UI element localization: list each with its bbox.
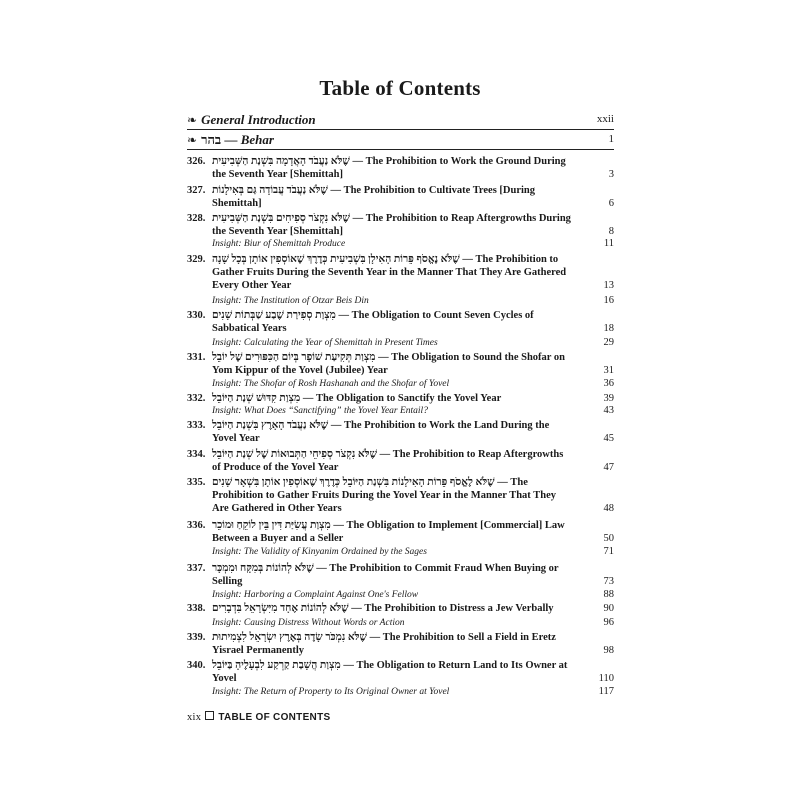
entry-number: 334. (187, 449, 206, 460)
entry-page: 8 (608, 226, 614, 237)
flourish-icon: ❧ (187, 133, 198, 147)
entry-title (212, 562, 574, 588)
insight-entry (212, 295, 614, 307)
entry-english: — The Prohibition to Work the Ground During the Seventh Year [Shemittah] (212, 156, 566, 180)
footer-label: TABLE OF CONTENTS (218, 712, 331, 723)
section-general-introduction (187, 112, 614, 128)
toc-entry (187, 309, 614, 335)
entry-title (212, 448, 574, 474)
entry-number: 338. (187, 603, 206, 614)
insight-entry (212, 378, 614, 390)
entry-number: 330. (187, 310, 206, 321)
entry-title (212, 519, 574, 545)
toc-entry (187, 448, 614, 474)
toc-entry (187, 392, 614, 405)
entry-page: 98 (603, 645, 614, 656)
insight-title: Insight: The Validity of Kinyanim Ordained by the Sages (212, 547, 427, 557)
section-hebrew: בהר (201, 132, 222, 147)
entry-page: 50 (603, 533, 614, 544)
entry-number: 336. (187, 520, 206, 531)
section-label: General Introduction (201, 112, 316, 127)
insight-page: 29 (603, 337, 614, 348)
entry-english: — The Prohibition to Gather Fruits During the Seventh Year in the Manner That They Are Gathered Every Other Year (212, 254, 567, 291)
entry-english: — The Prohibition to Reap Aftergrowths of Produce of the Yovel Year (212, 449, 564, 473)
section-label: — Behar (224, 132, 274, 147)
section-page: xxii (596, 113, 614, 125)
entry-english: — The Prohibition to Sell a Field in Eretz Yisrael Permanently (212, 632, 556, 656)
entry-hebrew: שֶׁלֹּא נַעֲבֹד הָאֲדָמָה בִּשְׁנַת הַשְּׁבִיעִית (212, 156, 350, 167)
toc-entry (187, 212, 614, 238)
insight-page: 117 (598, 686, 614, 697)
toc-entry (187, 184, 614, 210)
entry-english: — The Obligation to Count Seven Cycles of Sabbatical Years (212, 310, 534, 334)
entry-title (212, 184, 574, 210)
entry-hebrew: שֶׁלֹּא נַעֲבֹד הָאָרֶץ בִּשְׁנַת הַיּוֹבֵל (212, 420, 329, 431)
entry-page: 110 (598, 673, 614, 684)
entry-page: 73 (603, 576, 614, 587)
toc-entry (187, 602, 614, 615)
insight-page: 43 (603, 405, 614, 416)
entry-english: — The Obligation to Sanctify the Yovel Year (300, 393, 502, 404)
entry-number: 337. (187, 563, 206, 574)
page-footer (187, 711, 330, 723)
entry-english: — The Prohibition to Reap Aftergrowths During the Seventh Year [Shemittah] (212, 213, 571, 237)
entry-english: — The Prohibition to Cultivate Trees [During Shemittah] (212, 185, 536, 209)
flourish-icon: ❧ (187, 113, 198, 127)
entry-hebrew: שֶׁלֹּא נֶאֱסֹף פֵּרוֹת הָאִילָן בִּשְׁבִיעִית כְּדֶרֶךְ שֶׁאוֹסְפִין אוֹתָן בְּכָל שָׁנָה (212, 254, 460, 265)
entry-page: 18 (603, 323, 614, 334)
toc-entry (187, 419, 614, 445)
entry-hebrew: מִצְוַת קִדּוּשׁ שְׁנַת הַיּוֹבֵל (212, 393, 301, 404)
entry-number: 328. (187, 213, 206, 224)
entry-title (212, 419, 574, 445)
entry-hebrew: מִצְוַת תְּקִיעַת שׁוֹפָר בְּיוֹם הַכִּפּוּרִים שֶׁל יוֹבֵל (212, 352, 376, 363)
entry-hebrew: שֶׁלֹּא לְהוֹנוֹת אֶחָד מִיִּשְׂרָאֵל בִּדְבָרִים (212, 603, 349, 614)
section-rule (187, 149, 614, 150)
insight-page: 36 (603, 378, 614, 389)
insight-title: Insight: Calculating the Year of Shemittah in Present Times (212, 338, 438, 348)
insight-entry (212, 238, 614, 250)
entry-page: 90 (603, 603, 614, 614)
entry-title (212, 659, 574, 685)
insight-entry (212, 405, 614, 417)
entry-number: 333. (187, 420, 206, 431)
entry-page: 31 (603, 365, 614, 376)
entry-hebrew: מִצְוַת עֲשִׂיַּת דִּין בֵּין לוֹקֵחַ וּמוֹכֵר (212, 520, 331, 531)
entry-english: — The Prohibition to Distress a Jew Verbally (348, 603, 554, 614)
insight-title: Insight: Harboring a Complaint Against One's Fellow (212, 590, 419, 600)
entry-hebrew: שֶׁלֹּא לֶאֱסֹף פֵּרוֹת הָאִילָנוֹת בִּשְׁנַת הַיּוֹבֵל כְּדֶרֶךְ שֶׁאוֹסְפִין אוֹתָן בִּשְׁאָר שָׁנִים (212, 477, 495, 488)
entry-page: 48 (603, 503, 614, 514)
entry-title (212, 631, 574, 657)
toc-entry (187, 659, 614, 685)
entry-title (212, 351, 574, 377)
insight-title: Insight: The Institution of Otzar Beis Din (212, 296, 369, 306)
section-rule (187, 129, 614, 130)
insight-title: Insight: The Return of Property to Its Original Owner at Yovel (212, 687, 450, 697)
insight-title: Insight: What Does “Sanctifying” the Yovel Year Entail? (212, 406, 428, 416)
toc-entry (187, 155, 614, 181)
entry-title (212, 253, 574, 292)
entry-title (212, 392, 574, 405)
entry-title (212, 476, 574, 515)
insight-page: 96 (603, 617, 614, 628)
square-icon (205, 711, 214, 720)
entry-hebrew: שֶׁלֹּא נִקְצֹר סְפִיחִים בִּשְׁנַת הַשְּׁבִיעִית (212, 213, 350, 224)
entry-number: 335. (187, 477, 206, 488)
entry-hebrew: שֶׁלֹּא נַעֲבֹד עֲבוֹדָה גַּם בְּאִילָנוֹת (212, 185, 328, 196)
entry-hebrew: שֶׁלֹּא נִקְצֹר סְפִיחֵי הַתְּבוּאוֹת שֶׁל שְׁנַת הַיּוֹבֵל (212, 449, 378, 460)
insight-title: Insight: The Shofar of Rosh Hashanah and the Shofar of Yovel (212, 379, 450, 389)
toc-entry (187, 519, 614, 545)
insight-entry (212, 589, 614, 601)
toc-entry (187, 476, 614, 515)
entry-number: 332. (187, 393, 206, 404)
insight-entry (212, 337, 614, 349)
entry-number: 331. (187, 352, 206, 363)
entry-title (212, 155, 574, 181)
toc-entry (187, 351, 614, 377)
entry-page: 6 (608, 198, 614, 209)
entry-number: 339. (187, 632, 206, 643)
section-behar (187, 132, 614, 148)
entry-english: — The Obligation to Sound the Shofar on Yom Kippur of the Yovel (Jubilee) Year (212, 352, 565, 376)
entry-page: 47 (603, 462, 614, 473)
toc-entry (187, 253, 614, 292)
entry-page: 39 (603, 393, 614, 404)
insight-title: Insight: Biur of Shemittah Produce (212, 239, 346, 249)
entry-number: 327. (187, 185, 206, 196)
section-page: 1 (608, 133, 614, 145)
footer-page-number: xix (187, 712, 202, 723)
entry-english: — The Prohibition to Commit Fraud When Buying or Selling (212, 563, 559, 587)
entry-page: 13 (603, 280, 614, 291)
entry-hebrew: שֶׁלֹּא לְהוֹנוֹת בְּמִקָּח וּמִמְכָּר (212, 563, 314, 574)
insight-page: 16 (603, 295, 614, 306)
insight-entry (212, 686, 614, 698)
toc-entry (187, 562, 614, 588)
entry-title (212, 212, 574, 238)
page-title: Table of Contents (319, 76, 481, 100)
entry-title (212, 309, 574, 335)
entry-english: — The Obligation to Implement [Commercial] Law Between a Buyer and a Seller (212, 520, 565, 544)
insight-page: 11 (603, 238, 614, 249)
insight-title: Insight: Causing Distress Without Words or Action (212, 618, 405, 628)
insight-entry (212, 617, 614, 629)
entry-number: 340. (187, 660, 206, 671)
entry-page: 3 (608, 169, 614, 180)
entry-hebrew: מִצְוַת סְפִירַת שֶׁבַע שַׁבְּתוֹת שָׁנִים (212, 310, 336, 321)
entry-number: 326. (187, 156, 206, 167)
entry-number: 329. (187, 254, 206, 265)
entry-english: — The Obligation to Return Land to Its Owner at Yovel (212, 660, 568, 684)
insight-page: 88 (603, 589, 614, 600)
entry-hebrew: מִצְוַת הֲשָׁבַת קַרְקַע לִבְעָלֶיהָ בַּיּוֹבֵל (212, 660, 341, 671)
insight-entry (212, 546, 614, 558)
entry-title (212, 602, 574, 615)
entry-page: 45 (603, 433, 614, 444)
insight-page: 71 (603, 546, 614, 557)
entry-english: — The Prohibition to Gather Fruits During the Yovel Year in the Manner That They Are Gathered in Other Years (212, 477, 556, 514)
toc-entry (187, 631, 614, 657)
entry-english: — The Prohibition to Work the Land During the Yovel Year (212, 420, 550, 444)
entry-hebrew: שֶׁלֹּא נִמְכֹּר שָׂדֶה בְּאֶרֶץ יִשְׂרָאֵל לִצְמִיתוּת (212, 632, 367, 643)
